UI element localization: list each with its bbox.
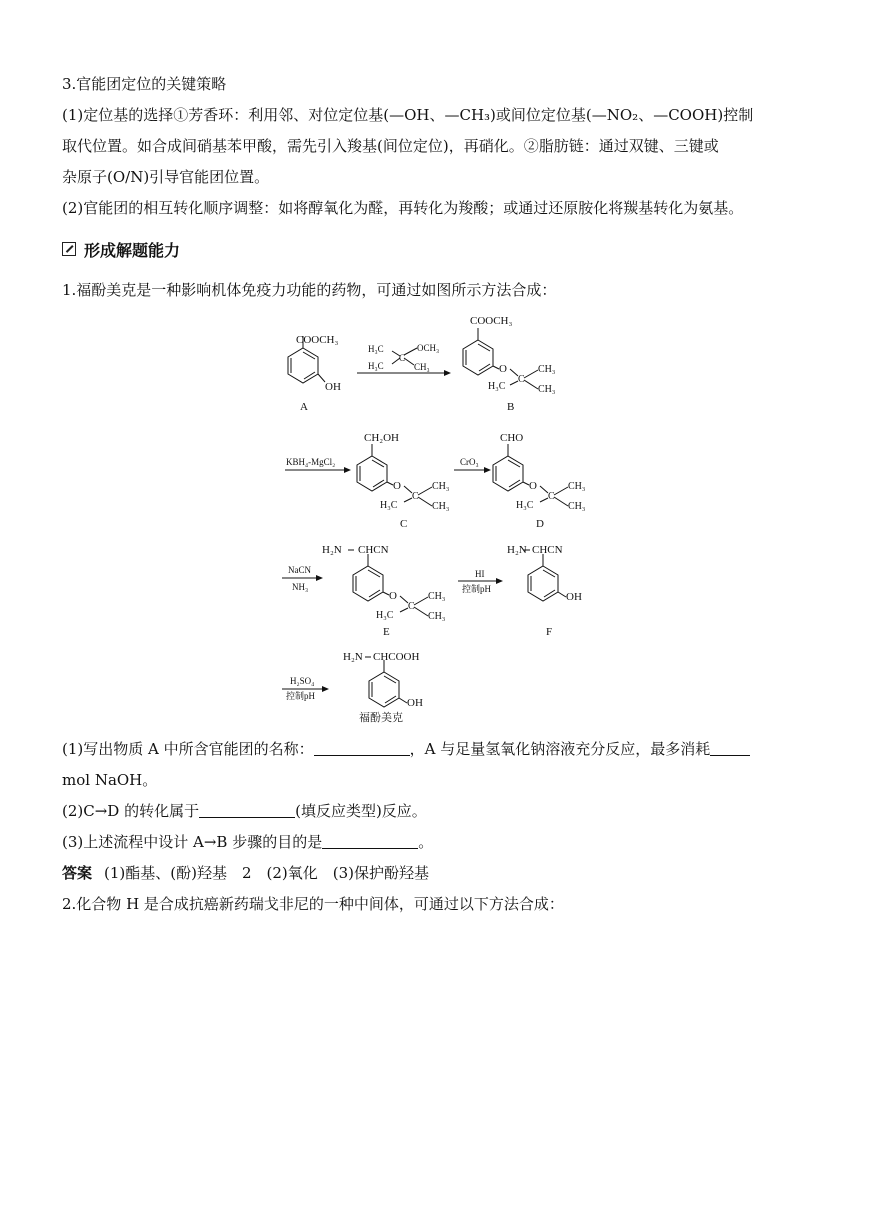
f-chcn: CHCN [532,544,563,556]
q1-part1-text-b: ，A 与足量氢氧化钠溶液充分反应，最多消耗 [409,740,711,758]
q1-part2 [62,796,822,827]
q1-part3 [62,827,822,858]
reagent1-h3c-bottom: H₃C [368,361,384,371]
b-ch3-upper: CH₃ [538,364,556,375]
d-h3c: H₃C [516,500,534,511]
reagent3-cro3: CrO₃ [460,457,479,467]
d-o: O [529,480,537,492]
reagent2-kbh4: KBH₄-MgCl₂ [286,457,336,467]
q1-stem-text: 1.福酚美克是一种影响机体免疫力功能的药物，可通过如图所示方法合成： [62,281,557,299]
q1-part1-text-a: (1)写出物质 A 中所含官能团的名称： [62,740,314,758]
reagent6-h2so4: H₂SO₄ [290,676,315,686]
intro-p1-line2: 取代位置。如合成间硝基苯甲酸，需先引入羧基(间位定位)，再硝化。②脂肪链：通过双键、三键或 [62,137,719,155]
label-c: C [400,518,408,530]
e-o: O [389,590,397,602]
section-title: 形成解题能力 [84,240,181,260]
reagent1-c: C [399,353,406,363]
answer-label: 答案 [62,864,93,882]
answer-blank-4[interactable] [322,832,418,849]
e-h2n: H₂N [322,544,342,556]
q1-part1-line1 [62,734,822,765]
q2-stem: 2.化合物 H 是合成抗癌新药瑞戈非尼的一种中间体，可通过以下方法合成： [62,895,564,913]
intro-p2: (2)官能团的相互转化顺序调整：如将醇氧化为醛，再转化为羧酸；或通过还原胺化将羰基转化为氨基。 [62,199,744,217]
q1-part1-line2: mol NaOH。 [62,771,158,789]
q1-questions [62,734,822,920]
label-f: F [546,626,553,638]
label-e: E [383,626,390,638]
g-oh: OH [407,697,423,709]
q1-part2-text-b: (填反应类型)反应。 [295,802,427,820]
e-c: C [408,601,415,612]
b-ch3-lower: CH₃ [538,384,556,395]
g-chcooh: CHCOOH [373,651,420,663]
reagent1-ch3: CH₃ [414,362,430,372]
reagent5-hi: HI [475,569,485,579]
intro-p1-line1: (1)定位基的选择①芳香环：利用邻、对位定位基(—OH、—CH₃)或间位定位基(—NO₂、—COOH)控制 [62,106,754,124]
q1-stem [62,275,822,306]
b-h3c: H₃C [488,381,506,392]
reagent1-h3c-top: H₃C [368,344,384,354]
q1-part3-text-b: 。 [418,833,434,851]
intro-heading: 3.官能团定位的关键策略 [62,75,227,93]
a-oh: OH [325,381,341,393]
e-ch3-upper: CH₃ [428,591,446,602]
answer-blank-2[interactable] [710,739,750,756]
label-b: B [507,401,515,413]
reagent1-och3: OCH₃ [417,343,440,353]
reagent5-ph: 控制pH [462,584,491,594]
e-h3c: H₃C [376,610,394,621]
intro-p1-line3: 杂原子(O/N)引导官能团位置。 [62,168,270,186]
e-ch3-lower: CH₃ [428,611,446,622]
c-h3c: H₃C [380,500,398,511]
label-product: 福酚美克 [359,712,403,724]
c-ch2oh: CH₂OH [364,432,400,444]
d-ch3-upper: CH₃ [568,481,586,492]
f-h2n: H₂N [507,544,527,556]
reagent6-ph: 控制pH [286,691,315,701]
g-h2n: H₂N [343,651,363,663]
d-ch3-lower: CH₃ [568,501,586,512]
c-c: C [412,491,419,502]
section-heading [62,235,180,263]
reagent4-nh3: NH₃ [292,582,309,592]
c-o: O [393,480,401,492]
intro-block [62,69,822,224]
answer-blank-1[interactable] [314,739,410,756]
q1-answer [62,858,822,889]
answer-text: (1)酯基、(酚)羟基 2 (2)氧化 (3)保护酚羟基 [104,864,430,882]
f-oh: OH [566,591,582,603]
reagent4-nacn: NaCN [288,565,311,575]
pencil-box-icon [62,242,76,256]
a-cooch3: COOCH₃ [296,334,339,346]
label-d: D [536,518,544,530]
q1-part2-text-a: (2)C→D 的转化属于 [62,802,200,820]
label-a: A [300,401,308,413]
b-c: C [518,374,525,385]
b-o: O [499,363,507,375]
answer-blank-3[interactable] [199,801,295,818]
d-cho: CHO [500,432,524,444]
c-ch3-upper: CH₃ [432,481,450,492]
c-ch3-lower: CH₃ [432,501,450,512]
d-c: C [548,491,555,502]
synthesis-scheme [270,312,610,732]
b-cooch3: COOCH₃ [470,315,513,327]
e-chcn: CHCN [358,544,389,556]
q1-part3-text-a: (3)上述流程中设计 A→B 步骤的目的是 [62,833,323,851]
